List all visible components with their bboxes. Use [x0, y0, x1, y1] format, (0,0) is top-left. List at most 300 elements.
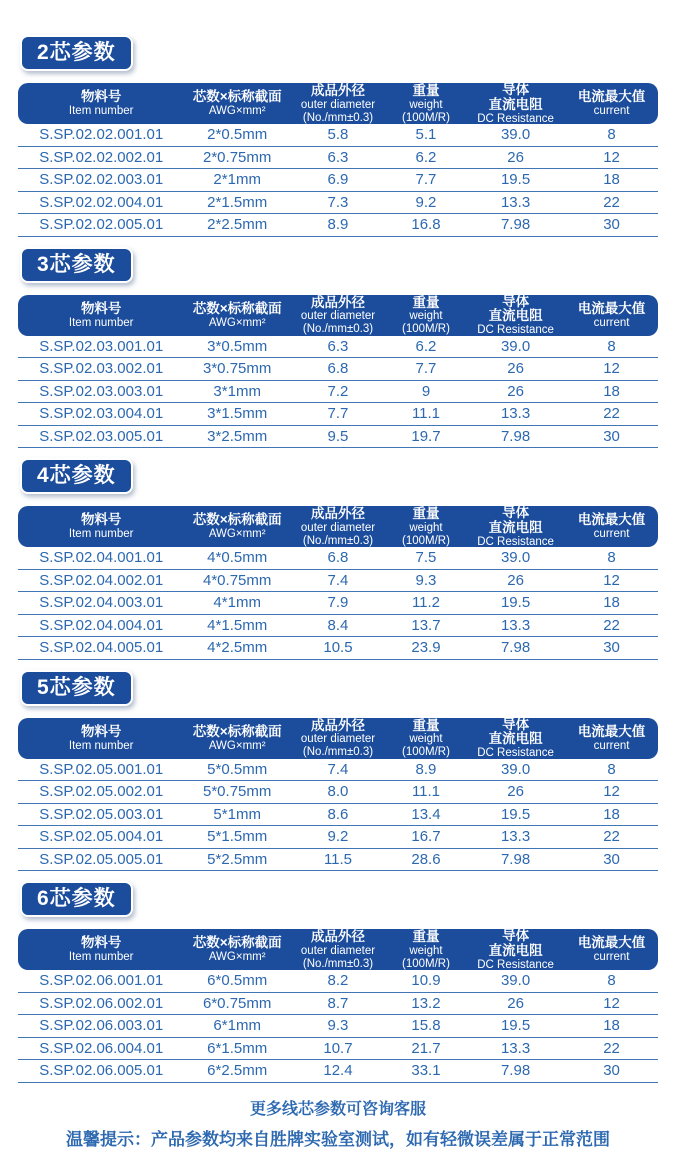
weight-cell: 11.2: [411, 594, 441, 612]
table-row: [18, 336, 658, 359]
header-line: 导体: [502, 82, 530, 97]
dc-resistance-cell: 39.0: [500, 760, 531, 778]
current-cell: 8: [607, 337, 616, 355]
weight-cell: 28.6: [411, 850, 441, 868]
outer-diameter-cell: 6.3: [327, 337, 349, 355]
column-header-current: [565, 302, 658, 329]
current-cell: 30: [603, 427, 620, 445]
current-cell: 22: [603, 1039, 620, 1057]
item-number-cell: S.SP.02.05.001.01: [39, 760, 164, 778]
outer-diameter-cell: 12.4: [323, 1062, 353, 1080]
table-row: [18, 1015, 658, 1038]
column-header-item-number: [18, 302, 184, 329]
current-cell: 12: [603, 148, 620, 166]
header-line: 物料号: [80, 89, 122, 105]
header-line: 电流最大值: [577, 935, 646, 951]
outer-diameter-cell: 6.3: [327, 148, 349, 166]
table-row: [18, 570, 658, 593]
outer-diameter-cell: 11.5: [323, 850, 353, 868]
header-line: outer diameter: [300, 733, 376, 746]
header-line: 重量: [412, 717, 440, 733]
header-line: AWG×mm²: [208, 528, 266, 541]
core-spec-cell: 5*0.75mm: [203, 783, 272, 801]
column-header-weight: [386, 84, 466, 124]
table-body: [18, 759, 658, 872]
header-line: 电流最大值: [577, 723, 646, 739]
header-line: 物料号: [80, 935, 122, 951]
column-header-outer-diameter: [290, 507, 386, 547]
dc-resistance-cell: 13.3: [500, 1039, 531, 1057]
current-cell: 12: [603, 994, 620, 1012]
table-row: [18, 381, 658, 404]
dc-resistance-cell: 13.3: [500, 193, 531, 211]
core-spec-cell: 4*1mm: [213, 594, 261, 612]
table-row: [18, 192, 658, 215]
dc-resistance-cell: 39.0: [500, 126, 531, 144]
weight-cell: 7.5: [415, 549, 437, 567]
table-body: [18, 336, 658, 449]
current-cell: 8: [607, 760, 616, 778]
header-line: current: [593, 105, 630, 118]
header-line: Item number: [68, 739, 134, 752]
dc-resistance-cell: 13.3: [500, 828, 531, 846]
header-line: outer diameter: [300, 521, 376, 534]
outer-diameter-cell: 7.4: [327, 571, 349, 589]
weight-cell: 11.1: [411, 405, 441, 423]
outer-diameter-cell: 8.6: [327, 805, 349, 823]
header-line: 物料号: [80, 723, 122, 739]
header-line: (No./mm±0.3): [302, 323, 374, 336]
dc-resistance-cell: 19.5: [500, 1017, 531, 1035]
outer-diameter-cell: 8.4: [327, 616, 349, 634]
column-header-item-number: [18, 936, 184, 963]
header-line: 直流电阻: [488, 942, 543, 958]
dc-resistance-cell: 26: [507, 571, 524, 589]
column-header-weight: [386, 507, 466, 547]
table-body: [18, 124, 658, 237]
current-cell: 22: [603, 193, 620, 211]
section-badge: 3芯参数: [20, 247, 133, 283]
weight-cell: 10.9: [411, 972, 441, 990]
header-line: outer diameter: [300, 944, 376, 957]
outer-diameter-cell: 7.2: [327, 382, 349, 400]
dc-resistance-cell: 26: [507, 382, 524, 400]
weight-cell: 9.2: [415, 193, 437, 211]
header-line: (100M/R): [402, 534, 450, 547]
section-badge: 2芯参数: [20, 35, 133, 71]
item-number-cell: S.SP.02.04.004.01: [39, 616, 164, 634]
current-cell: 12: [603, 360, 620, 378]
current-cell: 8: [607, 126, 616, 144]
table-row: [18, 592, 658, 615]
header-line: Item number: [68, 951, 134, 964]
outer-diameter-cell: 9.2: [327, 828, 349, 846]
table-row: [18, 426, 658, 449]
header-line: DC Resistance: [477, 112, 554, 125]
header-line: Item number: [68, 528, 134, 541]
header-line: 重量: [412, 929, 440, 945]
item-number-cell: S.SP.02.06.002.01: [39, 994, 164, 1012]
column-header-core-spec: [184, 90, 290, 117]
table-row: [18, 970, 658, 993]
weight-cell: 23.9: [411, 639, 441, 657]
weight-cell: 8.9: [415, 760, 437, 778]
item-number-cell: S.SP.02.02.004.01: [39, 193, 164, 211]
core-spec-cell: 3*0.5mm: [207, 337, 268, 355]
item-number-cell: S.SP.02.04.002.01: [39, 571, 164, 589]
table-row: [18, 214, 658, 237]
current-cell: 18: [603, 382, 620, 400]
core-spec-cell: 2*2.5mm: [207, 216, 268, 234]
dc-resistance-cell: 13.3: [500, 616, 531, 634]
header-line: 重量: [412, 294, 440, 310]
item-number-cell: S.SP.02.03.003.01: [39, 382, 164, 400]
table-row: [18, 169, 658, 192]
core-spec-cell: 6*1.5mm: [207, 1039, 268, 1057]
table-row: [18, 759, 658, 782]
outer-diameter-cell: 9.5: [327, 427, 349, 445]
item-number-cell: S.SP.02.06.001.01: [39, 972, 164, 990]
header-line: 重量: [412, 83, 440, 99]
column-header-dc-resistance: [466, 718, 565, 760]
table-row: [18, 124, 658, 147]
spec-section: [18, 35, 658, 237]
weight-cell: 19.7: [411, 427, 441, 445]
weight-cell: 21.7: [411, 1039, 441, 1057]
dc-resistance-cell: 7.98: [500, 1062, 531, 1080]
header-line: DC Resistance: [477, 324, 554, 337]
column-header-outer-diameter: [290, 296, 386, 336]
header-line: (No./mm±0.3): [302, 957, 374, 970]
core-spec-cell: 3*2.5mm: [207, 427, 268, 445]
header-line: AWG×mm²: [208, 105, 266, 118]
current-cell: 22: [603, 616, 620, 634]
table-row: [18, 1038, 658, 1061]
column-header-item-number: [18, 90, 184, 117]
header-line: 直流电阻: [488, 308, 543, 324]
dc-resistance-cell: 39.0: [500, 337, 531, 355]
footer-notes: [18, 1096, 658, 1150]
core-spec-cell: 5*1mm: [213, 805, 261, 823]
item-number-cell: S.SP.02.02.005.01: [39, 216, 164, 234]
table-row: [18, 547, 658, 570]
item-number-cell: S.SP.02.03.001.01: [39, 337, 164, 355]
table-header: [18, 83, 658, 124]
weight-cell: 5.1: [415, 126, 437, 144]
dc-resistance-cell: 26: [507, 783, 524, 801]
weight-cell: 13.2: [411, 994, 441, 1012]
table-row: [18, 826, 658, 849]
table-header: [18, 929, 658, 970]
outer-diameter-cell: 8.2: [327, 972, 349, 990]
item-number-cell: S.SP.02.03.005.01: [39, 427, 164, 445]
column-header-dc-resistance: [466, 506, 565, 548]
column-header-weight: [386, 930, 466, 970]
dc-resistance-cell: 19.5: [500, 171, 531, 189]
core-spec-cell: 3*0.75mm: [203, 360, 272, 378]
item-number-cell: S.SP.02.04.005.01: [39, 639, 164, 657]
dc-resistance-cell: 19.5: [500, 594, 531, 612]
table-row: [18, 147, 658, 170]
dc-resistance-cell: 26: [507, 994, 524, 1012]
table-header: [18, 718, 658, 759]
header-line: current: [593, 739, 630, 752]
dc-resistance-cell: 26: [507, 360, 524, 378]
header-line: 成品外径: [310, 294, 365, 310]
header-line: 电流最大值: [577, 512, 646, 528]
table-row: [18, 358, 658, 381]
table-row: [18, 804, 658, 827]
core-spec-cell: 4*0.5mm: [207, 549, 268, 567]
dc-resistance-cell: 13.3: [500, 405, 531, 423]
core-spec-cell: 5*2.5mm: [207, 850, 268, 868]
spec-sections: [18, 35, 658, 1083]
header-line: weight: [409, 733, 443, 746]
spec-section: [18, 881, 658, 1083]
header-line: weight: [409, 98, 443, 111]
spec-section: [18, 247, 658, 449]
header-line: 重量: [412, 506, 440, 522]
header-line: current: [593, 316, 630, 329]
column-header-item-number: [18, 513, 184, 540]
header-line: Item number: [68, 105, 134, 118]
header-line: 芯数×标称截面: [192, 935, 282, 951]
core-spec-cell: 6*0.75mm: [203, 994, 272, 1012]
table-row: [18, 637, 658, 660]
dc-resistance-cell: 7.98: [500, 850, 531, 868]
header-line: 成品外径: [310, 506, 365, 522]
header-line: current: [593, 528, 630, 541]
header-line: (100M/R): [402, 957, 450, 970]
outer-diameter-cell: 5.8: [327, 126, 349, 144]
header-line: weight: [409, 944, 443, 957]
header-line: 电流最大值: [577, 89, 646, 105]
current-cell: 18: [603, 1017, 620, 1035]
header-line: (100M/R): [402, 746, 450, 759]
column-header-current: [565, 90, 658, 117]
current-cell: 8: [607, 972, 616, 990]
footer-consult-note: 更多线芯参数可咨询客服: [249, 1100, 426, 1118]
outer-diameter-cell: 6.8: [327, 549, 349, 567]
current-cell: 18: [603, 805, 620, 823]
table-header: [18, 506, 658, 547]
column-header-core-spec: [184, 725, 290, 752]
weight-cell: 7.7: [415, 171, 437, 189]
header-line: 直流电阻: [488, 731, 543, 747]
section-badge: 5芯参数: [20, 670, 133, 706]
item-number-cell: S.SP.02.06.003.01: [39, 1017, 164, 1035]
outer-diameter-cell: 10.7: [323, 1039, 353, 1057]
core-spec-cell: 6*0.5mm: [207, 972, 268, 990]
item-number-cell: S.SP.02.03.004.01: [39, 405, 164, 423]
current-cell: 30: [603, 850, 620, 868]
current-cell: 22: [603, 405, 620, 423]
dc-resistance-cell: 7.98: [500, 639, 531, 657]
core-spec-cell: 2*1mm: [213, 171, 261, 189]
header-line: 导体: [502, 505, 530, 520]
core-spec-cell: 4*0.75mm: [203, 571, 272, 589]
table-body: [18, 547, 658, 660]
current-cell: 18: [603, 594, 620, 612]
header-line: 成品外径: [310, 83, 365, 99]
weight-cell: 16.7: [411, 828, 441, 846]
outer-diameter-cell: 7.4: [327, 760, 349, 778]
header-line: current: [593, 951, 630, 964]
current-cell: 12: [603, 783, 620, 801]
column-header-dc-resistance: [466, 295, 565, 337]
column-header-dc-resistance: [466, 83, 565, 125]
spec-section: [18, 670, 658, 872]
header-line: DC Resistance: [477, 747, 554, 760]
table-row: [18, 849, 658, 872]
core-spec-cell: 2*1.5mm: [207, 193, 268, 211]
header-line: 导体: [502, 928, 530, 943]
header-line: 芯数×标称截面: [192, 723, 282, 739]
current-cell: 8: [607, 549, 616, 567]
current-cell: 30: [603, 1062, 620, 1080]
table-body: [18, 970, 658, 1083]
header-line: 直流电阻: [488, 519, 543, 535]
header-line: 芯数×标称截面: [192, 89, 282, 105]
core-spec-cell: 5*0.5mm: [207, 760, 268, 778]
column-header-outer-diameter: [290, 719, 386, 759]
core-spec-cell: 2*0.5mm: [207, 126, 268, 144]
weight-cell: 13.7: [411, 616, 441, 634]
item-number-cell: S.SP.02.05.002.01: [39, 783, 164, 801]
header-line: 物料号: [80, 512, 122, 528]
core-spec-cell: 4*2.5mm: [207, 639, 268, 657]
item-number-cell: S.SP.02.05.005.01: [39, 850, 164, 868]
current-cell: 30: [603, 216, 620, 234]
item-number-cell: S.SP.02.03.002.01: [39, 360, 164, 378]
outer-diameter-cell: 10.5: [323, 639, 353, 657]
current-cell: 22: [603, 828, 620, 846]
item-number-cell: S.SP.02.02.001.01: [39, 126, 164, 144]
current-cell: 18: [603, 171, 620, 189]
table-row: [18, 993, 658, 1016]
header-line: AWG×mm²: [208, 739, 266, 752]
core-spec-cell: 4*1.5mm: [207, 616, 268, 634]
outer-diameter-cell: 6.9: [327, 171, 349, 189]
outer-diameter-cell: 7.9: [327, 594, 349, 612]
header-line: (100M/R): [402, 111, 450, 124]
column-header-outer-diameter: [290, 84, 386, 124]
header-line: 物料号: [80, 300, 122, 316]
weight-cell: 9: [421, 382, 431, 400]
section-badge: 6芯参数: [20, 881, 133, 917]
header-line: (No./mm±0.3): [302, 111, 374, 124]
table-header: [18, 295, 658, 336]
item-number-cell: S.SP.02.06.004.01: [39, 1039, 164, 1057]
header-line: (No./mm±0.3): [302, 534, 374, 547]
item-number-cell: S.SP.02.05.003.01: [39, 805, 164, 823]
core-spec-cell: 6*1mm: [213, 1017, 261, 1035]
header-line: AWG×mm²: [208, 951, 266, 964]
dc-resistance-cell: 7.98: [500, 216, 531, 234]
item-number-cell: S.SP.02.04.003.01: [39, 594, 164, 612]
header-line: outer diameter: [300, 310, 376, 323]
header-line: 直流电阻: [488, 96, 543, 112]
core-spec-cell: 6*2.5mm: [207, 1062, 268, 1080]
dc-resistance-cell: 26: [507, 148, 524, 166]
header-line: Item number: [68, 316, 134, 329]
core-spec-cell: 3*1.5mm: [207, 405, 268, 423]
weight-cell: 11.1: [411, 783, 441, 801]
column-header-weight: [386, 719, 466, 759]
outer-diameter-cell: 7.7: [327, 405, 349, 423]
dc-resistance-cell: 39.0: [500, 972, 531, 990]
column-header-core-spec: [184, 936, 290, 963]
column-header-dc-resistance: [466, 929, 565, 971]
dc-resistance-cell: 19.5: [500, 805, 531, 823]
header-line: (No./mm±0.3): [302, 746, 374, 759]
current-cell: 12: [603, 571, 620, 589]
weight-cell: 15.8: [411, 1017, 441, 1035]
table-row: [18, 1060, 658, 1083]
header-line: 导体: [502, 716, 530, 732]
column-header-item-number: [18, 725, 184, 752]
header-line: 成品外径: [310, 929, 365, 945]
header-line: (100M/R): [402, 323, 450, 336]
outer-diameter-cell: 8.9: [327, 216, 349, 234]
column-header-outer-diameter: [290, 930, 386, 970]
header-line: 电流最大值: [577, 300, 646, 316]
core-spec-cell: 3*1mm: [213, 382, 261, 400]
column-header-current: [565, 936, 658, 963]
spec-section: [18, 458, 658, 660]
header-line: 成品外径: [310, 717, 365, 733]
header-line: weight: [409, 521, 443, 534]
weight-cell: 7.7: [415, 360, 437, 378]
weight-cell: 33.1: [411, 1062, 441, 1080]
item-number-cell: S.SP.02.05.004.01: [39, 828, 164, 846]
outer-diameter-cell: 8.7: [327, 994, 349, 1012]
column-header-core-spec: [184, 513, 290, 540]
outer-diameter-cell: 6.8: [327, 360, 349, 378]
section-badge: 4芯参数: [20, 458, 133, 494]
current-cell: 30: [603, 639, 620, 657]
weight-cell: 6.2: [415, 148, 437, 166]
dc-resistance-cell: 39.0: [500, 549, 531, 567]
item-number-cell: S.SP.02.02.002.01: [39, 148, 164, 166]
header-line: 芯数×标称截面: [192, 300, 282, 316]
column-header-current: [565, 725, 658, 752]
item-number-cell: S.SP.02.02.003.01: [39, 171, 164, 189]
core-spec-cell: 2*0.75mm: [203, 148, 272, 166]
header-line: outer diameter: [300, 98, 376, 111]
weight-cell: 6.2: [415, 337, 437, 355]
header-line: DC Resistance: [477, 958, 554, 971]
outer-diameter-cell: 7.3: [327, 193, 349, 211]
table-row: [18, 781, 658, 804]
outer-diameter-cell: 9.3: [327, 1017, 349, 1035]
weight-cell: 13.4: [411, 805, 441, 823]
header-line: AWG×mm²: [208, 316, 266, 329]
table-row: [18, 403, 658, 426]
core-spec-cell: 5*1.5mm: [207, 828, 268, 846]
header-line: DC Resistance: [477, 535, 554, 548]
header-line: weight: [409, 310, 443, 323]
outer-diameter-cell: 8.0: [327, 783, 349, 801]
weight-cell: 9.3: [415, 571, 437, 589]
table-row: [18, 615, 658, 638]
column-header-weight: [386, 296, 466, 336]
dc-resistance-cell: 7.98: [500, 427, 531, 445]
header-line: 芯数×标称截面: [192, 512, 282, 528]
footer-disclaimer-note: 温馨提示：产品参数均来自胜牌实验室测试，如有轻微误差属于正常范围: [66, 1129, 610, 1149]
weight-cell: 16.8: [411, 216, 441, 234]
item-number-cell: S.SP.02.04.001.01: [39, 549, 164, 567]
